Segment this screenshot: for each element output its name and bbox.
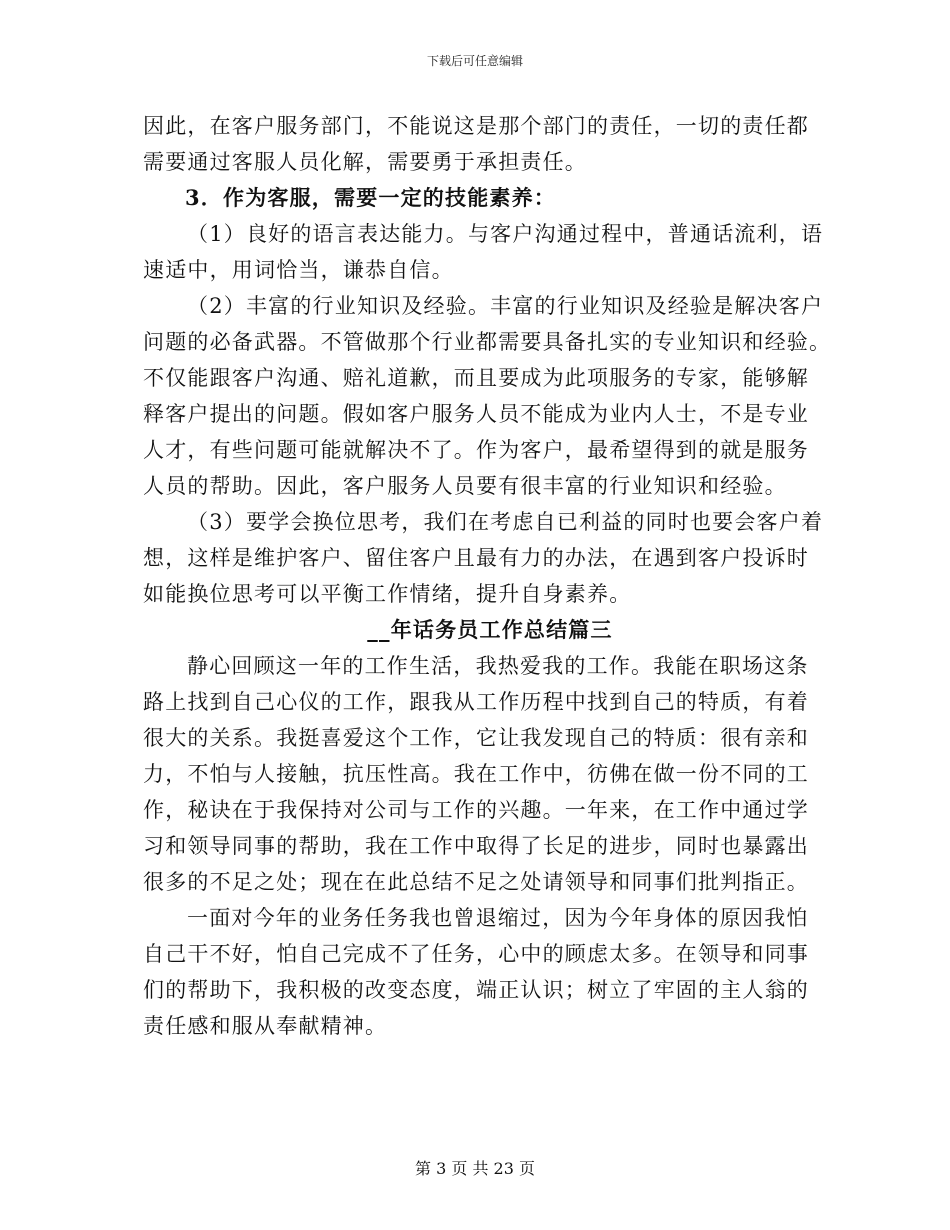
text-line: 因此，在客户服务部门，不能说这是那个部门的责任，一切的责任都	[143, 114, 809, 138]
text-line: 自己干不好，怕自己完成不了任务，心中的顾虑太多。在领导和同事	[143, 942, 809, 966]
section-heading: 3．作为客服，需要一定的技能素养：	[185, 185, 557, 210]
text-line: 释客户提出的问题。假如客户服务人员不能成为业内人士，不是专业	[143, 402, 809, 426]
text-line: 很大的关系。我挺喜爱这个工作，它让我发现自己的特质：很有亲和	[143, 726, 809, 750]
text-line: 人才，有些问题可能就解决不了。作为客户，最希望得到的就是服务	[143, 438, 809, 462]
text-line: 人员的帮助。因此，客户服务人员要有很丰富的行业知识和经验。	[143, 474, 787, 498]
text-line: 作，秘诀在于我保持对公司与工作的兴趣。一年来，在工作中通过学	[143, 798, 809, 822]
text-line: 想，这样是维护客户、留住客户且最有力的办法，在遇到客户投诉时	[143, 546, 809, 570]
header-note: 下载后可任意编辑	[426, 54, 523, 68]
text-line: （1）良好的语言表达能力。与客户沟通过程中，普通话流利，语	[187, 222, 824, 246]
text-line: 力，不怕与人接触，抗压性高。我在工作中，彷佛在做一份不同的工	[143, 762, 809, 786]
text-line: 不仅能跟客户沟通、赔礼道歉，而且要成为此项服务的专家，能够解	[143, 366, 809, 390]
section-title: __年话务员工作总结篇三	[367, 617, 613, 642]
text-line: （2）丰富的行业知识及经验。丰富的行业知识及经验是解决客户	[187, 294, 824, 318]
text-line: 习和领导同事的帮助，我在工作中取得了长足的进步，同时也暴露出	[143, 834, 809, 858]
text-line: 问题的必备武器。不管做那个行业都需要具备扎实的专业知识和经验。	[143, 330, 832, 354]
text-line: 一面对今年的业务任务我也曾退缩过，因为今年身体的原因我怕	[187, 906, 809, 930]
text-line: 如能换位思考可以平衡工作情绪，提升自身素养。	[143, 582, 632, 606]
text-line: 很多的不足之处；现在在此总结不足之处请领导和同事们批判指正。	[143, 870, 809, 894]
text-line: 需要通过客服人员化解，需要勇于承担责任。	[143, 150, 587, 174]
page-number: 第 3 页 共 23 页	[415, 1159, 535, 1178]
text-line: 责任感和服从奉献精神。	[143, 1014, 388, 1038]
text-line: 静心回顾这一年的工作生活，我热爱我的工作。我能在职场这条	[187, 654, 809, 678]
text-line: （3）要学会换位思考，我们在考虑自已利益的同时也要会客户着	[187, 510, 824, 534]
text-line: 们的帮助下，我积极的改变态度，端正认识；树立了牢固的主人翁的	[143, 978, 809, 1002]
document-body	[143, 108, 832, 1044]
text-line: 速适中，用词恰当，谦恭自信。	[143, 258, 454, 282]
text-line: 路上找到自己心仪的工作，跟我从工作历程中找到自己的特质，有着	[143, 690, 809, 714]
